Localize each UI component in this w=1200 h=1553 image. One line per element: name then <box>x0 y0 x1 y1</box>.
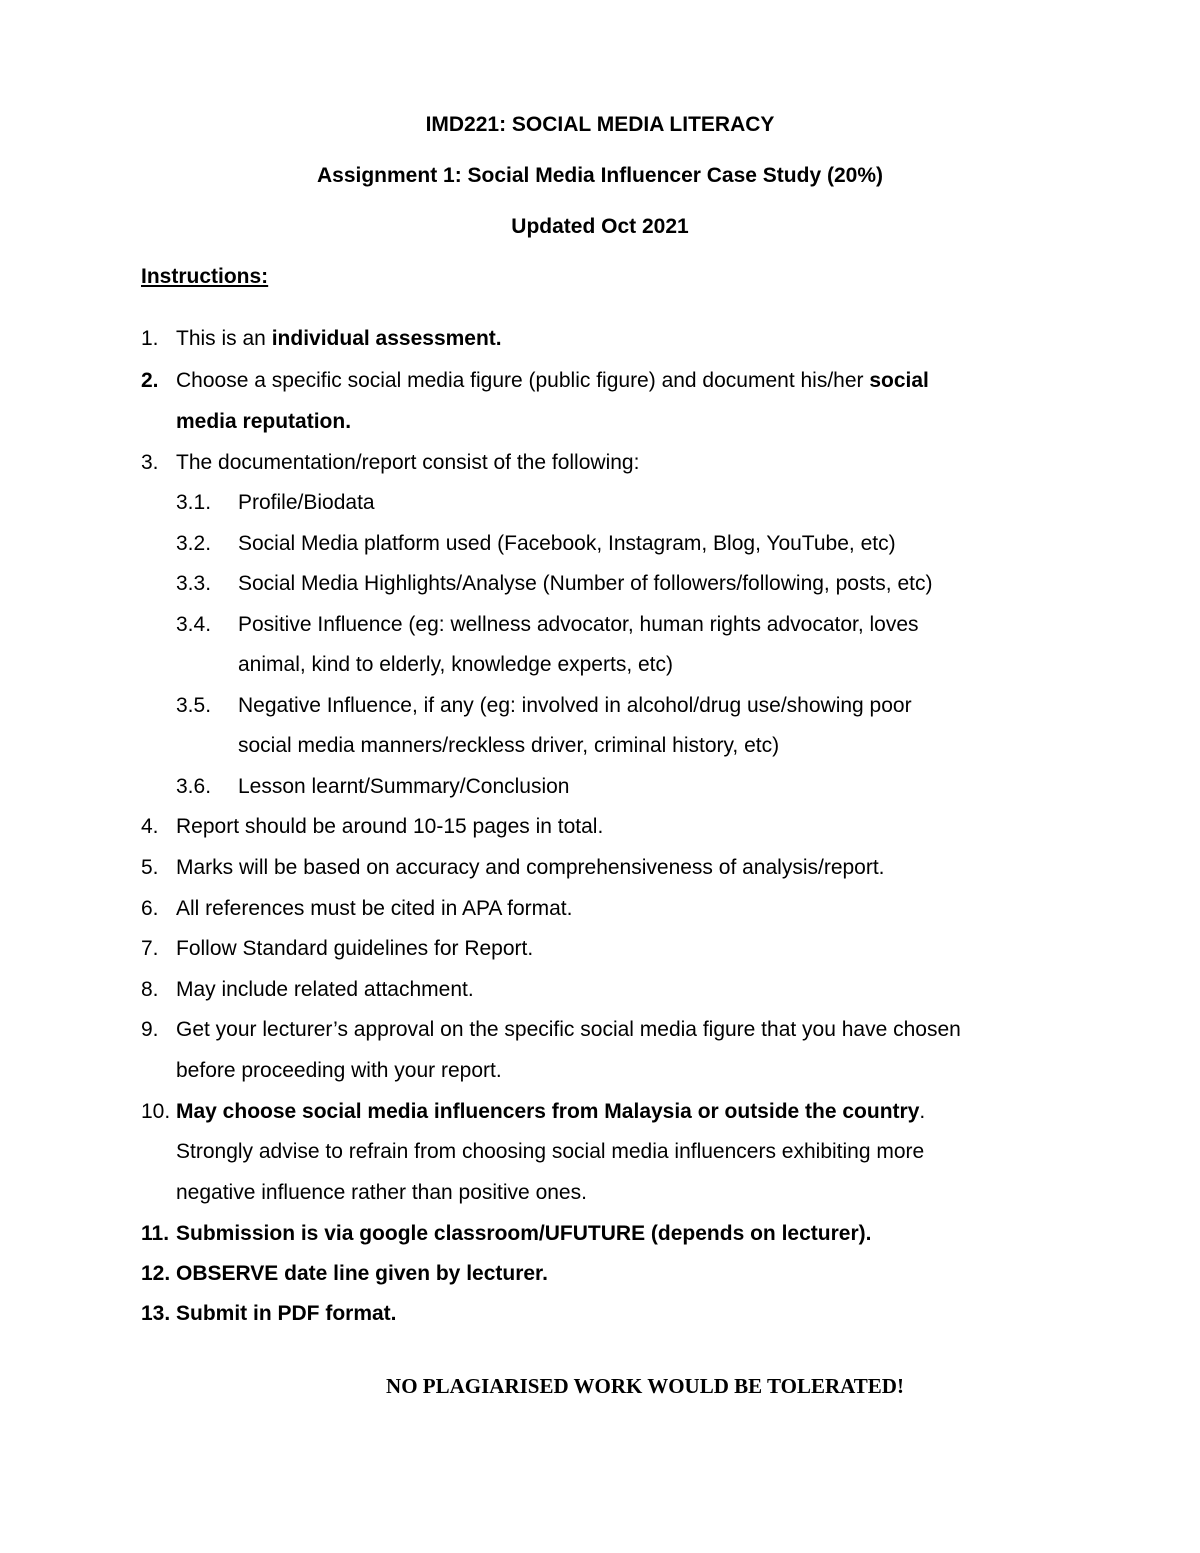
list-item: OBSERVE date line given by lecturer. <box>176 1262 548 1285</box>
item-number: 11. <box>141 1222 170 1245</box>
instructions-heading: Instructions: <box>141 265 269 288</box>
item-bold-text: May choose social media influencers from Malaysia or outside the country <box>176 1100 920 1123</box>
item-bold-text: individual assessment. <box>271 327 502 350</box>
item-number: 12. <box>141 1262 171 1285</box>
sub-list-item: Negative Influence, if any (eg: involved in alcohol/drug use/showing poor <box>238 694 912 717</box>
updated-date: Updated Oct 2021 <box>511 215 689 238</box>
subitem-number: 3.6. <box>176 775 212 798</box>
subitem-number: 3.5. <box>176 694 212 717</box>
list-item: All references must be cited in APA format. <box>176 897 573 920</box>
subitem-number: 3.4. <box>176 613 212 636</box>
list-item: Report should be around 10-15 pages in total. <box>176 815 604 838</box>
assignment-title: Assignment 1: Social Media Influencer Case Study (20%) <box>317 164 883 187</box>
list-item: Get your lecturer’s approval on the specific social media figure that you have chosen <box>176 1018 961 1041</box>
list-item <box>176 367 929 395</box>
list-item: May include related attachment. <box>176 978 474 1001</box>
sub-list-item: Social Media platform used (Facebook, Instagram, Blog, YouTube, etc) <box>238 532 896 555</box>
item-continuation: before proceeding with your report. <box>176 1059 502 1082</box>
item-number: 13. <box>141 1302 171 1325</box>
list-item: Submit in PDF format. <box>176 1302 397 1325</box>
course-title: IMD221: SOCIAL MEDIA LITERACY <box>425 113 775 136</box>
subitem-number: 3.1. <box>176 491 212 514</box>
subitem-number: 3.2. <box>176 532 212 555</box>
item-number: 10. <box>141 1100 171 1123</box>
item-number: 8. <box>141 978 159 1001</box>
item-continuation: media reputation. <box>176 410 352 433</box>
sub-item-continuation: social media manners/reckless driver, criminal history, etc) <box>238 734 780 757</box>
sub-list-item: Social Media Highlights/Analyse (Number of followers/following, posts, etc) <box>238 572 933 595</box>
item-continuation: Strongly advise to refrain from choosing social media influencers exhibiting more <box>176 1140 925 1163</box>
sub-list-item: Lesson learnt/Summary/Conclusion <box>238 775 570 798</box>
item-number: 4. <box>141 815 159 838</box>
list-item: Submission is via google classroom/UFUTURE (depends on lecturer). <box>176 1222 872 1245</box>
subitem-number: 3.3. <box>176 572 212 595</box>
item-number: 5. <box>141 856 159 879</box>
list-item: Marks will be based on accuracy and comprehensiveness of analysis/report. <box>176 856 885 879</box>
item-number: 2. <box>141 369 159 392</box>
plagiarism-warning: NO PLAGIARISED WORK WOULD BE TOLERATED! <box>386 1374 904 1398</box>
list-item <box>176 1098 925 1126</box>
item-number: 6. <box>141 897 159 920</box>
sub-list-item: Profile/Biodata <box>238 491 375 514</box>
item-bold-text: social <box>869 369 929 392</box>
item-continuation: negative influence rather than positive ones. <box>176 1181 587 1204</box>
item-number: 7. <box>141 937 159 960</box>
item-text: Choose a specific social media figure (public figure) and document his/her <box>176 369 870 392</box>
list-item: The documentation/report consist of the following: <box>176 451 640 474</box>
item-number: 9. <box>141 1018 159 1041</box>
list-item <box>176 325 502 353</box>
sub-item-continuation: animal, kind to elderly, knowledge experts, etc) <box>238 653 673 676</box>
item-text: . <box>919 1100 926 1123</box>
sub-list-item: Positive Influence (eg: wellness advocator, human rights advocator, loves <box>238 613 919 636</box>
item-number: 1. <box>141 327 159 350</box>
item-text: This is an <box>176 327 272 350</box>
list-item: Follow Standard guidelines for Report. <box>176 937 534 960</box>
item-number: 3. <box>141 451 159 474</box>
